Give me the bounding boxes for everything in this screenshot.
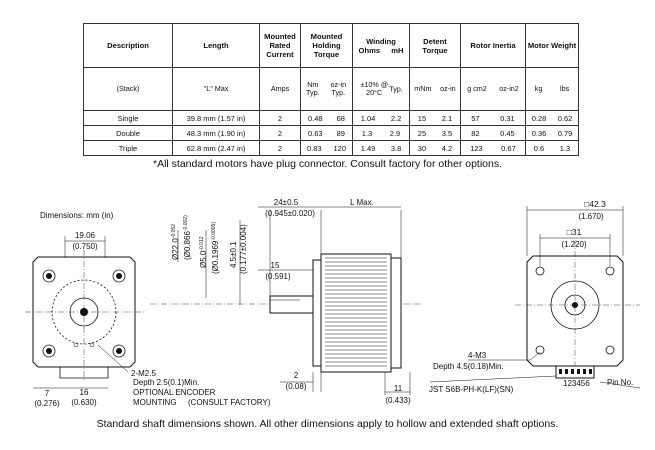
side-front-flange	[313, 260, 321, 366]
header-ohms: Ohms	[358, 45, 381, 55]
cell-detent-mnm: 30	[417, 143, 427, 153]
m3-label: 4-M3	[468, 351, 487, 360]
cell-weight-lbs: 0.62	[557, 113, 573, 123]
cell-rotor	[461, 141, 526, 156]
cell-weight	[526, 141, 579, 156]
header-mh: mH	[391, 45, 404, 55]
header-rotor: Rotor Inertia	[461, 24, 526, 68]
rear-shaft	[572, 302, 578, 308]
dim-24: 24±0.5	[273, 198, 299, 207]
front-shaft	[80, 308, 88, 316]
cell-torque-ozin: 68	[336, 113, 345, 123]
dim-7: 7	[44, 389, 50, 398]
screw-depth: Depth 2.5(0.1)Min.	[133, 378, 200, 387]
header-weight: Motor Weight	[526, 24, 579, 68]
header-row	[84, 24, 579, 68]
dim-31-in: (1.220)	[561, 240, 587, 249]
dim-11-in: (0.433)	[385, 396, 411, 405]
dim-42-in: (1.670)	[578, 212, 604, 221]
bottom-note: Standard shaft dimensions shown. All other dimensions apply to hollow and extended shaft options.	[96, 418, 559, 430]
cell-stack: Triple	[84, 141, 173, 156]
cell-mh: 2.2	[390, 113, 402, 123]
cell-detent-mnm: 15	[417, 113, 427, 123]
unit-winding-tol: ±10% @ 20°C	[360, 79, 389, 97]
unit-detent-mnm: mNm	[414, 83, 432, 93]
dim-42: □42.3	[584, 199, 606, 209]
table-row	[84, 141, 579, 156]
cell-torque	[301, 126, 353, 141]
cell-current: 2	[260, 141, 301, 156]
connector-pin	[565, 369, 568, 374]
unit-torque-ozin: oz-in Typ.	[330, 79, 347, 97]
cell-torque	[301, 141, 353, 156]
header-torque: Mounted Holding Torque	[301, 24, 353, 68]
connector-pin	[577, 369, 580, 374]
cell-detent	[410, 111, 461, 126]
cell-rotor	[461, 126, 526, 141]
cell-ohms: 1.04	[360, 113, 376, 123]
cell-inertia-g: 57	[471, 113, 480, 123]
cell-weight	[526, 111, 579, 126]
unit-stack: (Stack)	[84, 68, 173, 111]
connector-pin	[589, 369, 592, 374]
unit-weight	[526, 68, 579, 111]
optional-encoder: OPTIONAL ENCODER	[133, 388, 216, 397]
dimensions-label: Dimensions: mm (in)	[40, 211, 114, 220]
header-length: Length	[173, 24, 260, 68]
unit-winding	[353, 68, 410, 111]
unit-weight-kg: kg	[534, 83, 543, 93]
dim-19: 19.06	[74, 231, 96, 240]
connector-pin	[583, 369, 586, 374]
dim-16-in: (0.630)	[71, 398, 97, 407]
unit-winding-typ: Typ.	[389, 83, 403, 93]
cell-weight-kg: 0.6	[533, 143, 545, 153]
header-winding-label: Winding	[366, 36, 396, 46]
cell-weight-kg: 0.36	[531, 128, 547, 138]
dim-flat-in: (0.177±0.004)	[239, 224, 248, 274]
cell-ohms: 1.3	[361, 128, 373, 138]
unit-rotor-ozin2: oz-in2	[499, 83, 519, 93]
side-rear-cap	[391, 258, 401, 368]
cell-inertia-g: 123	[470, 143, 483, 153]
unit-detent-ozin: oz-in	[440, 83, 456, 93]
connector-label: JST S6B-PH-K(LF)(SN)	[429, 385, 514, 394]
side-body	[321, 254, 391, 372]
unit-torque-nm: Nm Typ.	[305, 79, 320, 97]
dim-lmax: L Max.	[350, 198, 374, 207]
connector-pin	[571, 369, 574, 374]
cell-inertia-oz: 0.31	[500, 113, 515, 123]
cell-winding	[353, 111, 410, 126]
cell-weight	[526, 126, 579, 141]
cell-length: 62.8 mm (2.47 in)	[173, 141, 260, 156]
cell-inertia-g: 82	[471, 128, 480, 138]
screw-label: 2-M2.5	[131, 369, 156, 378]
dim-2-in: (0.08)	[285, 382, 307, 391]
cell-length: 48.3 mm (1.90 in)	[173, 126, 260, 141]
cell-torque-ozin: 120	[333, 143, 347, 153]
cell-weight-kg: 0.28	[531, 113, 547, 123]
cell-current: 2	[260, 126, 301, 141]
specs-table	[83, 23, 579, 156]
unit-torque	[301, 68, 353, 111]
connector-leader	[430, 376, 556, 382]
cell-mh: 3.8	[390, 143, 402, 153]
dim-2: 2	[293, 371, 299, 380]
dim-15-in: (0.591)	[265, 272, 291, 281]
m3-depth: Depth 4.5(0.18)Min.	[433, 362, 504, 371]
cell-detent-ozin: 3.5	[441, 128, 453, 138]
cell-detent-ozin: 2.1	[441, 113, 453, 123]
dim-7-in: (0.276)	[34, 399, 60, 408]
cell-inertia-oz: 0.67	[501, 143, 516, 153]
cell-torque-ozin: 89	[336, 128, 345, 138]
motor-drawing	[0, 180, 655, 415]
cell-stack: Single	[84, 111, 173, 126]
cell-rotor	[461, 111, 526, 126]
dim-19-in: (0.750)	[72, 242, 98, 251]
cell-inertia-oz: 0.45	[500, 128, 515, 138]
dim-16: 16	[79, 388, 89, 397]
encoder-mounting: MOUNTING	[133, 398, 177, 407]
cell-weight-lbs: 0.79	[557, 128, 573, 138]
dim-pilot: $Ø22.0^{-0.052}$	[171, 224, 180, 260]
pin-numbers: 123456	[563, 379, 590, 388]
header-winding	[353, 24, 410, 68]
header-detent: Detent Torque	[410, 24, 461, 68]
cell-winding	[353, 141, 410, 156]
dim-shaft: $Ø5.0^{-0.012}$	[199, 236, 208, 268]
front-mount-hole-core	[116, 273, 122, 279]
unit-detent	[410, 68, 461, 111]
cell-length: 39.8 mm (1.57 in)	[173, 111, 260, 126]
units-row	[84, 68, 579, 111]
table-row	[84, 111, 579, 126]
cell-stack: Double	[84, 126, 173, 141]
cell-weight-lbs: 1.3	[559, 143, 571, 153]
cell-mh: 2.9	[389, 128, 401, 138]
connector-pin	[559, 369, 562, 374]
unit-length: "L" Max	[173, 68, 260, 111]
cell-current: 2	[260, 111, 301, 126]
cell-ohms: 1.49	[360, 143, 376, 153]
side-view	[150, 198, 420, 405]
front-mount-hole-core	[46, 273, 52, 279]
cell-winding	[353, 126, 410, 141]
dim-24-in: (0.945±0.020)	[265, 209, 315, 218]
table-row	[84, 126, 579, 141]
cell-detent	[410, 141, 461, 156]
front-mount-hole-core	[116, 348, 122, 354]
unit-current: Amps	[260, 68, 301, 111]
cell-detent-mnm: 25	[417, 128, 427, 138]
cell-torque	[301, 111, 353, 126]
unit-rotor	[461, 68, 526, 111]
header-description: Description	[84, 24, 173, 68]
footnote: *All standard motors have plug connector. Consult factory for other options.	[152, 158, 503, 170]
dim-31: □31	[566, 227, 582, 237]
cell-torque-nm: 0.48	[308, 113, 323, 123]
cell-detent	[410, 126, 461, 141]
dim-flat: 4.5±0.1	[229, 241, 238, 268]
pin-no-label: Pin No.	[607, 378, 634, 387]
dim-15: 15	[270, 261, 280, 270]
cell-detent-ozin: 4.2	[441, 143, 453, 153]
side-shaft	[270, 296, 314, 313]
unit-weight-lbs: lbs	[559, 83, 570, 93]
front-mount-hole-core	[46, 348, 52, 354]
unit-rotor-gcm2: g cm2	[467, 83, 487, 93]
header-current: Mounted Rated Current	[260, 24, 301, 68]
dim-shaft-in: ($Ø0.1969^{-0.0005)}$	[211, 222, 220, 274]
cell-torque-nm: 0.63	[308, 128, 323, 138]
dim-11: 11	[393, 384, 403, 393]
dim-pilot-in: ($Ø0.866^{-0.002)}$	[183, 215, 192, 260]
consult-factory: (CONSULT FACTORY)	[188, 398, 271, 407]
rear-view	[429, 199, 640, 394]
cell-torque-nm: 0.83	[306, 143, 322, 153]
